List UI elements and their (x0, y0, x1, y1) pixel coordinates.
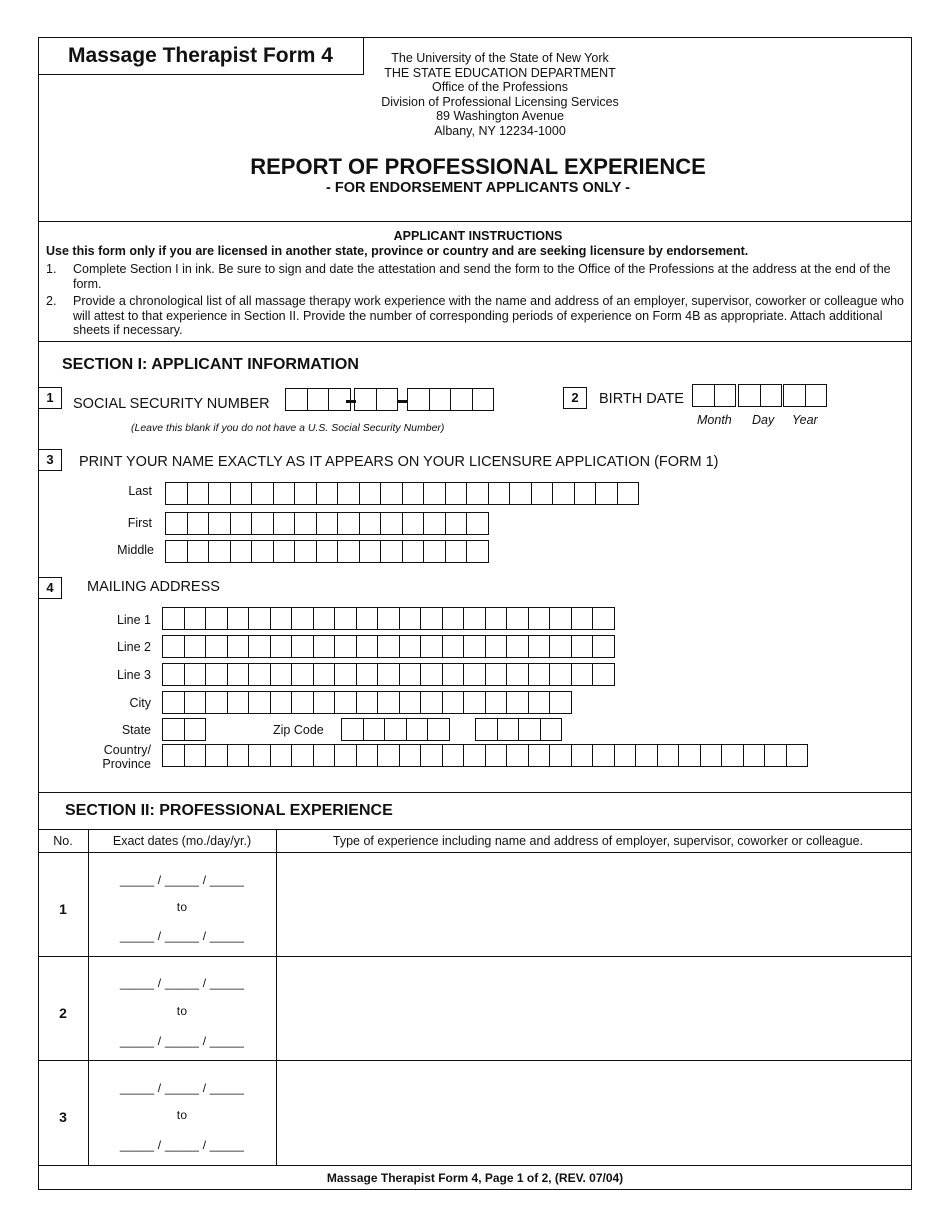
address-line: Albany, NY 12234-1000 (434, 123, 566, 138)
birth-month-input[interactable] (692, 384, 735, 407)
city-input[interactable] (162, 691, 571, 714)
to-label: to (176, 900, 188, 914)
end-date-field[interactable]: _____ / _____ / _____ (119, 1034, 245, 1048)
start-date-field[interactable]: _____ / _____ / _____ (119, 873, 245, 887)
instruction-text: Provide a chronological list of all massage therapy work experience with the name and address of an employer, supervisor, coworker or colleague who will attest to that experience in Section II. Provide the number of corresponding periods of experience on Form 4B as appropriate. Attach additional sheets if necessary. (73, 294, 904, 337)
instruction-item (46, 294, 908, 338)
page-footer: Massage Therapist Form 4, Page 1 of 2, (REV. 07/04) (326, 1171, 624, 1185)
country-label-line1: Country/ (103, 743, 151, 757)
address-line: Division of Professional Licensing Services (381, 94, 619, 109)
experience-description-field[interactable] (278, 958, 910, 1059)
city-label: City (129, 696, 151, 710)
ssn-input-part1[interactable] (285, 388, 350, 411)
start-date-field[interactable]: _____ / _____ / _____ (119, 976, 245, 990)
last-name-input[interactable] (165, 482, 638, 505)
name-label: PRINT YOUR NAME EXACTLY AS IT APPEARS ON YOUR LICENSURE APPLICATION (FORM 1) (79, 454, 719, 470)
section1-title: SECTION I: APPLICANT INFORMATION (62, 356, 359, 373)
address-line: 89 Washington Avenue (436, 109, 564, 123)
country-province-input[interactable] (162, 744, 807, 767)
middle-name-input[interactable] (165, 540, 488, 563)
state-input[interactable] (162, 718, 205, 741)
country-label-line2: Province (102, 757, 151, 771)
experience-row-number: 3 (59, 1109, 67, 1125)
birth-year-input[interactable] (783, 384, 826, 407)
field-number-3: 3 (38, 449, 62, 471)
instructions-heading: APPLICANT INSTRUCTIONS (393, 229, 563, 243)
address-line2-input[interactable] (162, 635, 614, 658)
table-top-line (38, 829, 912, 830)
day-label: Day (752, 413, 775, 427)
state-label: State (121, 723, 151, 737)
end-date-field[interactable]: _____ / _____ / _____ (119, 929, 245, 943)
to-label: to (176, 1004, 188, 1018)
first-name-input[interactable] (165, 512, 488, 535)
address-line2-label: Line 2 (116, 640, 151, 654)
birth-day-input[interactable] (738, 384, 781, 407)
address-line: The University of the State of New York (391, 51, 609, 65)
address-line1-input[interactable] (162, 607, 614, 630)
table-column-line (276, 829, 277, 1165)
middle-name-label: Middle (117, 543, 154, 557)
zip-extension-input[interactable] (475, 718, 561, 741)
field-number-2: 2 (563, 387, 587, 409)
first-name-label: First (127, 516, 152, 530)
instructions-lead: Use this form only if you are licensed in another state, province or country and are seeking licensure by endorsement. (46, 244, 749, 258)
form-title: Massage Therapist Form 4 (38, 37, 364, 75)
year-label: Year (792, 413, 818, 427)
last-name-label: Last (128, 484, 152, 498)
report-title: REPORT OF PROFESSIONAL EXPERIENCE (250, 154, 706, 179)
experience-description-field[interactable] (278, 854, 910, 955)
birth-date-label: BIRTH DATE (599, 391, 684, 407)
instruction-text: Complete Section I in ink. Be sure to sign and date the attestation and send the form to the Office of the Professions at the address at the end of the form. (73, 262, 891, 291)
address-line3-label: Line 3 (116, 668, 151, 682)
section2-title: SECTION II: PROFESSIONAL EXPERIENCE (65, 802, 393, 819)
agency-address (370, 51, 630, 138)
field-number-1: 1 (38, 387, 62, 409)
experience-row-number: 1 (59, 901, 67, 917)
experience-row-number: 2 (59, 1005, 67, 1021)
table-row-line (38, 1060, 912, 1061)
instruction-number: 1. (46, 262, 57, 276)
divider (38, 341, 912, 342)
instruction-number: 2. (46, 294, 57, 308)
to-label: to (176, 1108, 188, 1122)
address-line3-input[interactable] (162, 663, 614, 686)
ssn-input-part3[interactable] (407, 388, 493, 411)
ssn-input-part2[interactable] (354, 388, 397, 411)
start-date-field[interactable]: _____ / _____ / _____ (119, 1081, 245, 1095)
address-line: THE STATE EDUCATION DEPARTMENT (384, 65, 616, 80)
experience-description-field[interactable] (278, 1062, 910, 1163)
zip-code-label: Zip Code (273, 723, 324, 737)
ssn-label: SOCIAL SECURITY NUMBER (73, 396, 270, 412)
col-header-no: No. (53, 834, 73, 848)
divider (38, 221, 912, 222)
address-line1-label: Line 1 (116, 613, 151, 627)
zip-code-input[interactable] (341, 718, 449, 741)
col-header-dates: Exact dates (mo./day/yr.) (112, 834, 252, 848)
col-header-type: Type of experience including name and address of employer, supervisor, coworker or colleague. (332, 834, 864, 848)
mailing-address-label: MAILING ADDRESS (87, 579, 220, 595)
end-date-field[interactable]: _____ / _____ / _____ (119, 1138, 245, 1152)
ssn-note: (Leave this blank if you do not have a U.S. Social Security Number) (131, 422, 445, 434)
table-bottom-line (38, 1165, 912, 1166)
table-header-line (38, 852, 912, 853)
divider (38, 792, 912, 793)
month-label: Month (697, 413, 732, 427)
instruction-item (46, 262, 908, 291)
field-number-4: 4 (38, 577, 62, 599)
table-row-line (38, 956, 912, 957)
report-subtitle: - FOR ENDORSEMENT APPLICANTS ONLY - (326, 180, 630, 196)
address-line: Office of the Professions (432, 80, 568, 94)
country-label (90, 743, 151, 771)
